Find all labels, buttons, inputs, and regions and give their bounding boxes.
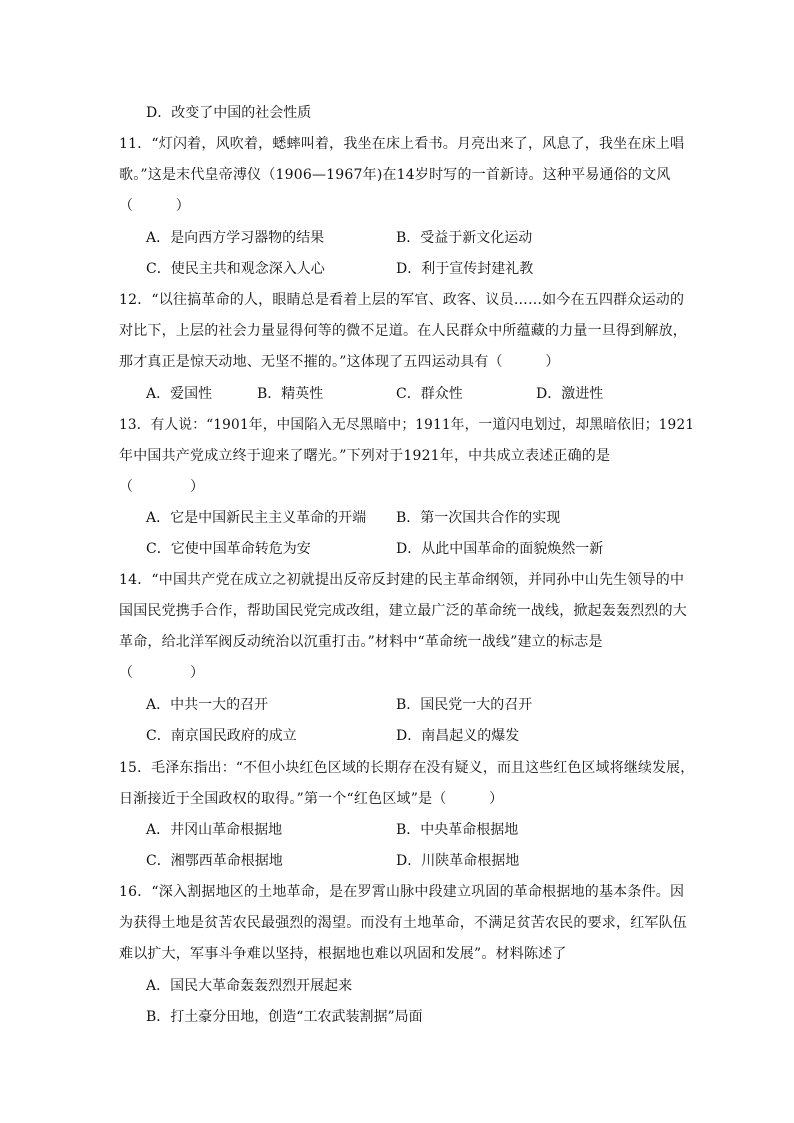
q15-stem-line2: 日渐接近于全国政权的取得。”第一个“红色区域”是（ ） [119, 791, 504, 807]
q13-option-a: A．它是中国新民主主义革命的开端 [146, 510, 367, 526]
q12-option-b: B．精英性 [257, 386, 324, 402]
q14-option-d: D．南昌起义的爆发 [396, 728, 520, 744]
q14-answer-bracket: （ ） [119, 665, 205, 681]
q11-option-c: C．使民主共和观念深入人心 [146, 261, 325, 277]
q11-option-a: A．是向西方学习器物的结果 [146, 230, 325, 246]
q14-stem-line3: 革命，给北洋军阀反动统治以沉重打击。”材料中“革命统一战线”建立的标志是 [119, 634, 603, 650]
q14-option-c: C．南京国民政府的成立 [146, 728, 297, 744]
q16-stem-line2: 为获得土地是贫苦农民最强烈的渴望。而没有土地革命，不满足贫苦农民的要求，红军队伍 [119, 915, 687, 931]
q15-option-c: C．湘鄂西革命根据地 [146, 853, 283, 869]
q16-stem-line1: 16．“深入割据地区的土地革命，是在罗霄山脉中段建立巩固的革命根据地的基本条件。因 [119, 884, 685, 900]
prev-question-option-d: D．改变了中国的社会性质 [146, 105, 312, 121]
q15-stem-line1: 15．毛泽东指出：“不但小块红色区域的长期存在没有疑义，而且这些红色区域将继续发展， [119, 760, 695, 776]
q16-stem-line3: 难以扩大，军事斗争难以坚持，根据地也难以巩固和发展”。材料陈述了 [119, 946, 567, 962]
q14-stem-line2: 国国民党携手合作，帮助国民党完成改组，建立最广泛的革命统一战线，掀起轰轰烈烈的大 [119, 603, 687, 619]
q14-option-b: B．国民党一大的召开 [396, 697, 533, 713]
q12-option-a: A．爱国性 [146, 386, 213, 402]
q11-stem-line1: 11．“灯闪着，风吹着，蟋蟀叫着，我坐在床上看书。月亮出来了，风息了，我坐在床上唱 [119, 136, 685, 152]
q12-stem-line1: 12．“以往搞革命的人，眼睛总是看着上层的军官、政客、议员……如今在五四群众运动的 [119, 292, 685, 308]
q12-stem-line2: 对比下，上层的社会力量显得何等的微不足道。在人民群众中所蕴藏的力量一旦得到解放， [119, 323, 687, 339]
q11-answer-bracket: （ ） [119, 198, 190, 214]
q13-option-c: C．它使中国革命转危为安 [146, 541, 311, 557]
q13-stem-line1: 13．有人说：“1901年，中国陷入无尽黑暗中；1911年，一道闪电划过，却黑暗依旧；1921 [119, 417, 695, 433]
q13-option-d: D．从此中国革命的面貌焕然一新 [396, 541, 604, 557]
q13-option-b: B．第一次国共合作的实现 [396, 510, 561, 526]
q12-option-c: C．群众性 [396, 386, 463, 402]
q16-option-b: B．打土豪分田地，创造“工农武装割据”局面 [146, 1009, 423, 1025]
q11-option-d: D．利于宣传封建礼教 [396, 261, 534, 277]
q12-stem-line3: 那才真正是惊天动地、无坚不摧的。”这体现了五四运动具有（ ） [119, 354, 560, 370]
q14-stem-line1: 14．“中国共产党在成立之初就提出反帝反封建的民主革命纲领，并同孙中山先生领导的中 [119, 572, 685, 588]
q15-option-b: B．中央革命根据地 [396, 822, 519, 838]
q15-option-a: A．井冈山革命根据地 [146, 822, 283, 838]
q13-stem-line2: 年中国共产党成立终于迎来了曙光。”下列对于1921年，中共成立表述正确的是 [119, 448, 611, 464]
q15-option-d: D．川陕革命根据地 [396, 853, 520, 869]
q11-option-b: B．受益于新文化运动 [396, 230, 533, 246]
q11-stem-line2: 歌。”这是末代皇帝溥仪（1906—1967年)在14岁时写的一首新诗。这种平易通俗的文风 [119, 167, 671, 183]
q16-option-a: A．国民大革命轰轰烈烈开展起来 [146, 978, 353, 994]
q13-answer-bracket: （ ） [119, 479, 205, 495]
q12-option-d: D．激进性 [536, 386, 604, 402]
q14-option-a: A．中共一大的召开 [146, 697, 269, 713]
